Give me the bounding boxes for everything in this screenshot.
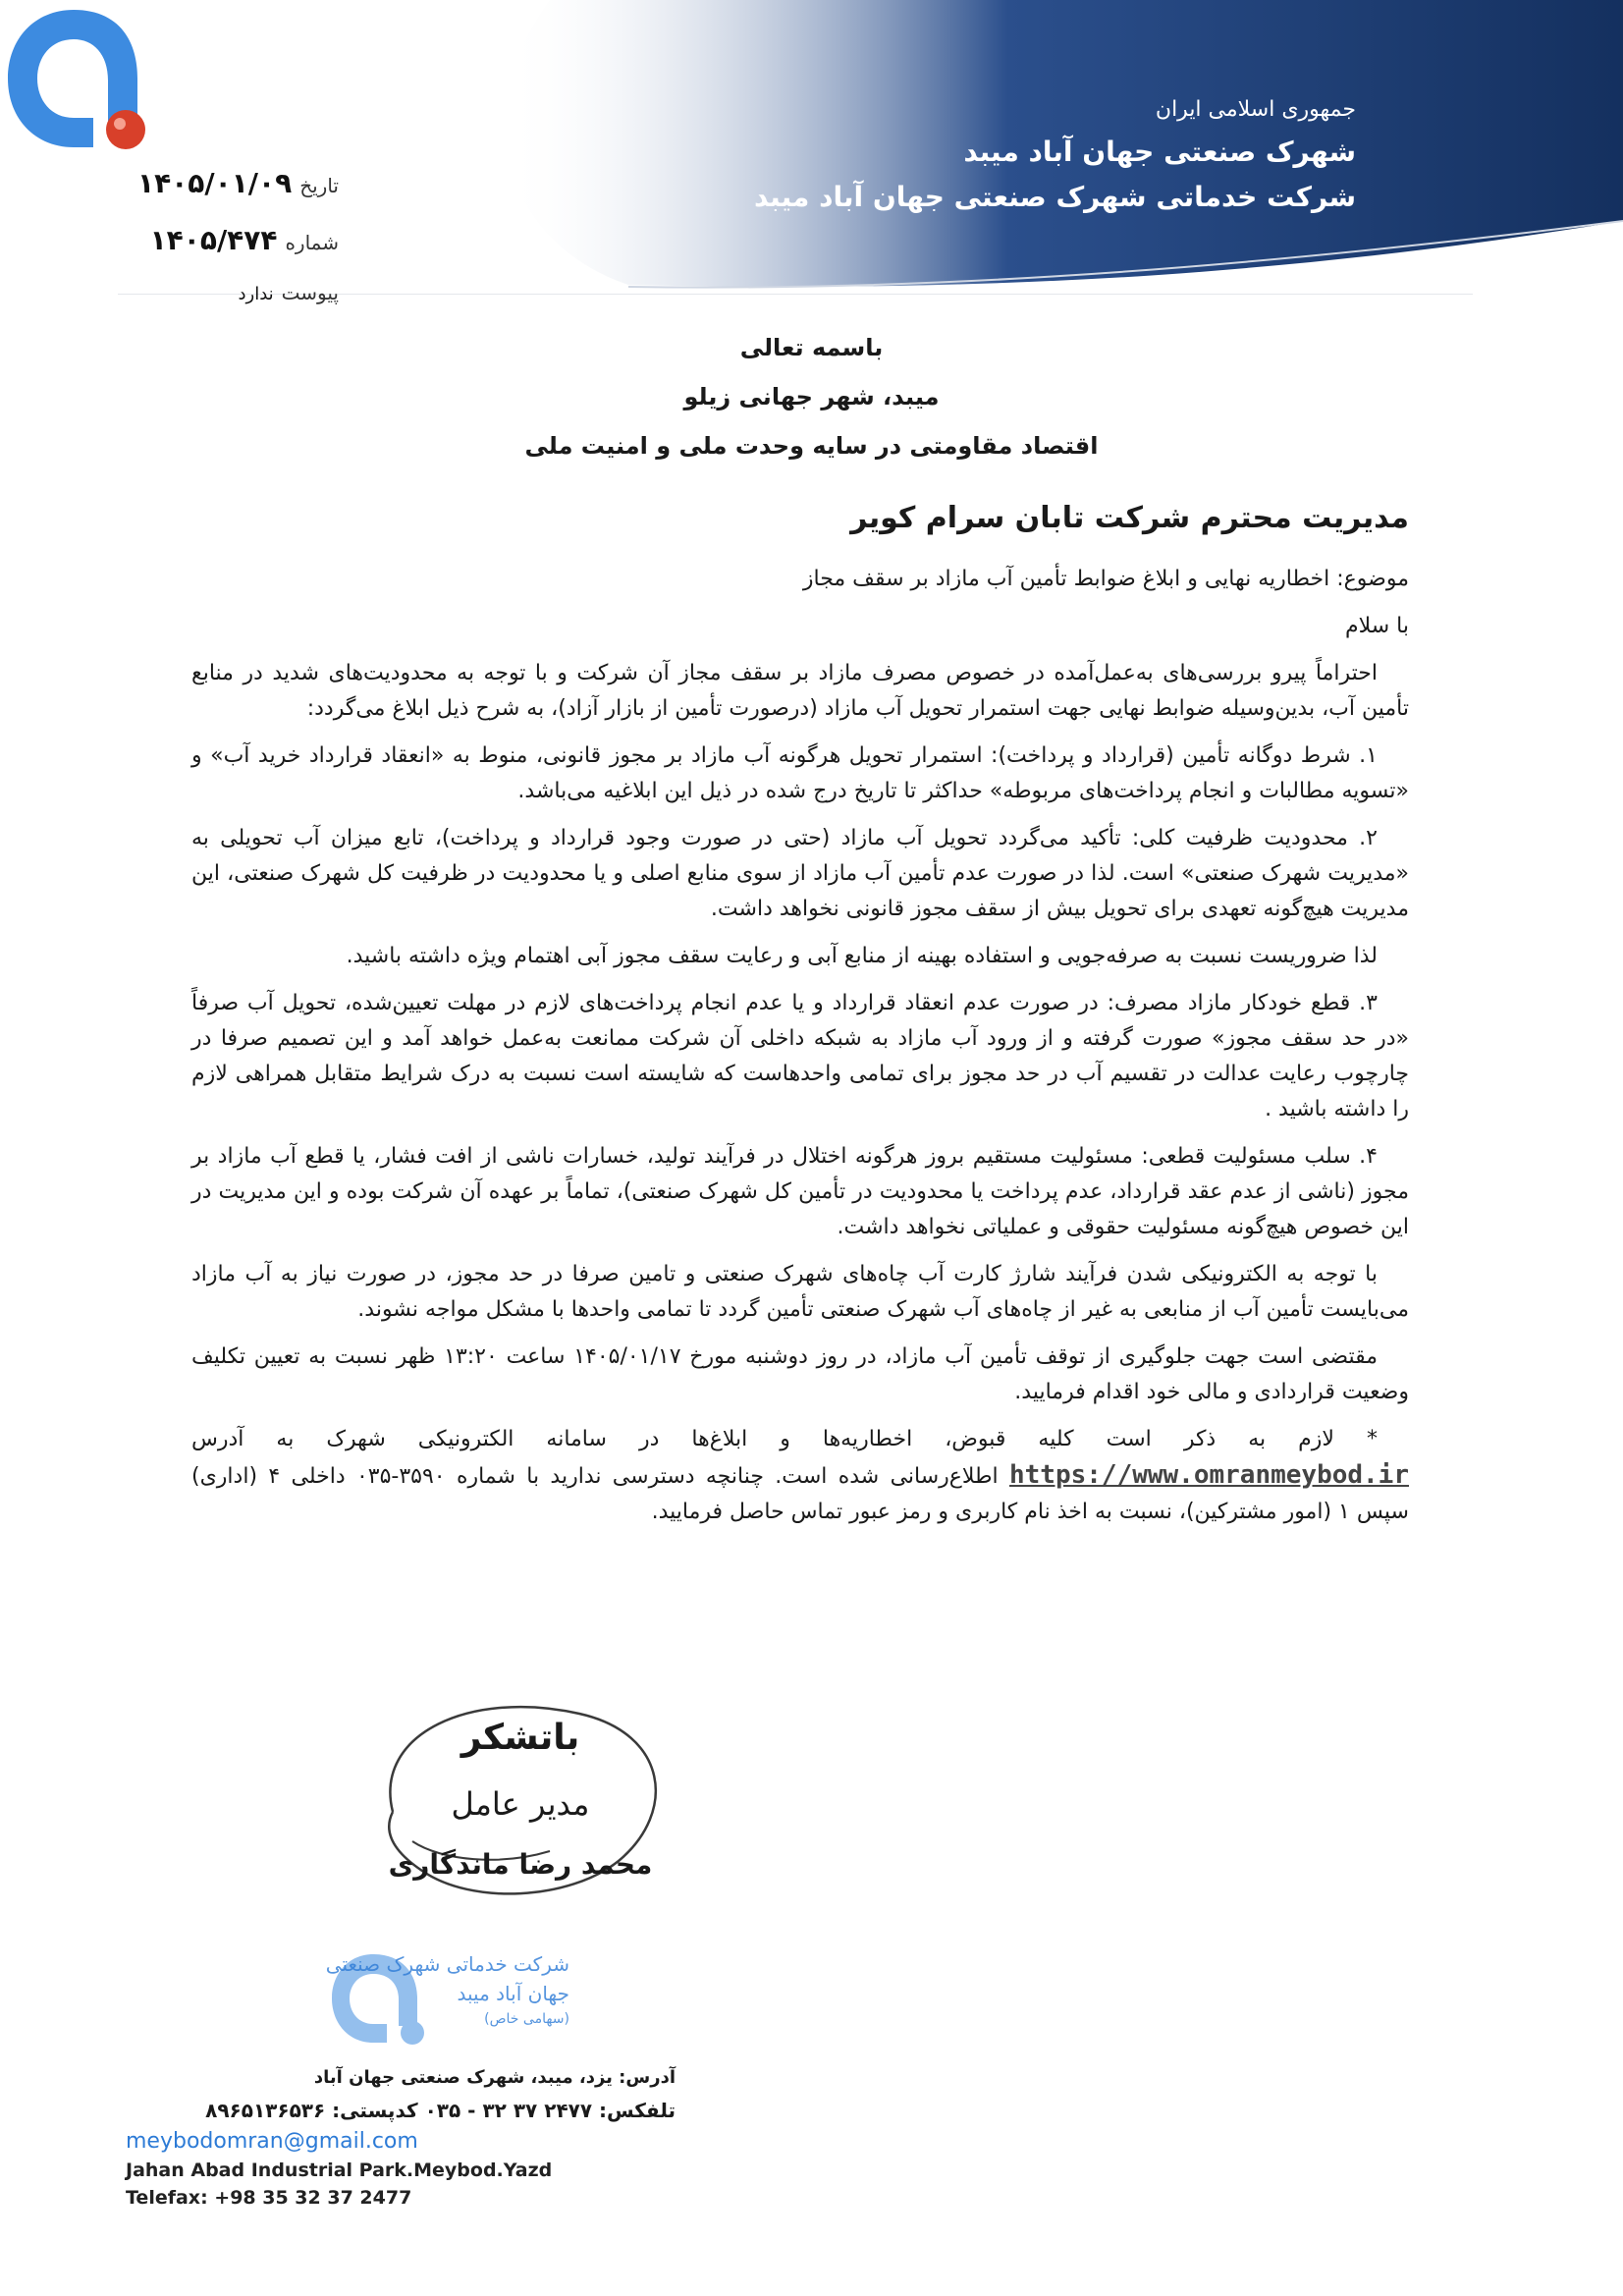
number-row bbox=[123, 224, 339, 281]
signature-block bbox=[373, 1704, 668, 1894]
date-row bbox=[123, 167, 339, 224]
greeting: با سلام bbox=[1344, 614, 1409, 638]
stamp-line-3: (سهامی خاص) bbox=[484, 2011, 569, 2027]
portal-note-end: اطلاع‌رسانی شده است. چنانچه دسترسی ندارید با شماره ۳۵۹۰-۰۳۵ داخلی ۴ (اداری) سپس ۱ (امور مشترکین)، نسبت به اخذ نام کاربری و رمز عبور تماس حاصل فرمایید. bbox=[191, 1464, 1409, 1524]
portal-note-start: * لازم به ذکر است کلیه قبوض، اخطاریه‌ها و ابلاغ‌ها در سامانه الکترونیکی شهرک به آدرس bbox=[191, 1427, 1378, 1451]
company-logo-icon bbox=[0, 0, 147, 157]
stamp-line-2: جهان آباد میبد bbox=[457, 1982, 569, 2005]
website-link[interactable]: https://www.omranmeybod.ir bbox=[1009, 1460, 1409, 1490]
company-name: شرکت خدماتی شهرک صنعتی جهان آباد میبد bbox=[753, 181, 1356, 213]
letter-body bbox=[191, 501, 1409, 1542]
letter-footer bbox=[126, 2062, 676, 2212]
footer-phone: تلفکس: ۲۴۷۷ ۳۷ ۳۲ - ۰۳۵ کدپستی: ۸۹۶۵۱۳۶۵۳۶ bbox=[205, 2099, 676, 2122]
attachment-value: ندارد bbox=[238, 284, 274, 304]
attachment-label: پیوست bbox=[281, 281, 339, 304]
country-name: جمهوری اسلامی ایران bbox=[1155, 97, 1356, 122]
date-value: ۱۴۰۵/۰۱/۰۹ bbox=[137, 167, 293, 199]
city-slogan: میبد، شهر جهانی زیلو bbox=[683, 383, 940, 410]
intro-paragraph: احتراماً پیرو بررسی‌های به‌عمل‌آمده در خصوص مصرف مازاد بر سقف مجاز آن شرکت و با توجه به محدودیت‌های شدید در منابع تأمین آب، بدین‌وسیله ضوابط نهایی جهت استمرار تحویل آب مازاد (درصورت تأمین از بازار آزاد)، به شرح ذیل ابلاغ می‌گردد: bbox=[191, 661, 1409, 721]
footer-address-en: Jahan Abad Industrial Park.Meybod.Yazd bbox=[126, 2159, 553, 2181]
deadline-paragraph: مقتضی است جهت جلوگیری از توقف تأمین آب مازاد، در روز دوشنبه مورخ ۱۴۰۵/۰۱/۱۷ ساعت ۱۳:۲۰ ظهر نسبت به تعیین تکلیف وضعیت قراردادی و مالی خود اقدام فرمایید. bbox=[191, 1344, 1409, 1404]
signatory-name: محمد رضا ماندگاری bbox=[388, 1848, 653, 1881]
footer-email[interactable]: meybodomran@gmail.com bbox=[126, 2129, 418, 2154]
recipient: مدیریت محترم شرکت تابان سرام کویر bbox=[850, 501, 1409, 535]
year-slogan: اقتصاد مقاومتی در سایه وحدت ملی و امنیت ملی bbox=[524, 432, 1099, 460]
electronic-paragraph: با توجه به الکترونیکی شدن فرآیند شارژ کارت آب چاه‌های شهرک صنعتی و تامین صرفا در حد مجوز، در صورت نیاز به آب مازاد می‌بایست تأمین آب از منابعی به غیر از چاه‌های آب شهرک صنعتی تأمین گردد تا تمامی واحدها با مشکل مواجه نشوند. bbox=[191, 1262, 1409, 1322]
footer-telefax: Telefax: +98 35 32 37 2477 bbox=[126, 2187, 412, 2209]
clause-3: ۳. قطع خودکار مازاد مصرف: در صورت عدم انعقاد قرارداد و یا عدم انجام پرداخت‌های لازم در مهلت تعیین‌شده، تحویل آب صرفاً «در حد سقف مجوز» صورت گرفته و از ورود آب مازاد به شبکه داخلی آن شرکت ممانعت به‌عمل خواهد آمد و این تصمیم صرفا در چارچوب رعایت عدالت در تقسیم آب در حد مجوز برای تمامی واحدهاست که شایسته است نسبت به درک شرایط متقابل همراهی لازم را داشته باشید . bbox=[191, 991, 1409, 1121]
clause-2: ۲. محدودیت ظرفیت کلی: تأکید می‌گردد تحویل آب مازاد (حتی در صورت وجود قرارداد و پرداخت)، تابع میزان آب تحویلی به «مدیریت شهرک صنعتی» است. لذا در صورت عدم تأمین آب مازاد از سوی منابع اصلی و یا محدودیت در ظرفیت کل شهرک صنعتی، این مدیریت هیچ‌گونه تعهدی برای تحویل بیش از سقف مجوز قانونی نخواهد داشت. bbox=[191, 826, 1409, 921]
date-label: تاریخ bbox=[299, 174, 339, 197]
invocation: باسمه تعالی bbox=[739, 334, 884, 361]
clause-2-note: لذا ضروریست نسبت به صرفه‌جویی و استفاده بهینه از منابع آبی و رعایت سقف مجوز آبی اهتمام ویژه داشته باشید. bbox=[346, 944, 1378, 968]
stamp-line-1: شرکت خدماتی شهرک صنعتی bbox=[325, 1952, 569, 1976]
subject: موضوع: اخطاریه نهایی و ابلاغ ضوابط تأمین آب مازاد بر سقف مجاز bbox=[802, 567, 1409, 591]
company-stamp-text bbox=[324, 1949, 569, 2030]
signature-thanks: باتشکر bbox=[460, 1718, 580, 1758]
signatory-title: مدیر عامل bbox=[451, 1785, 590, 1823]
park-name: شهرک صنعتی جهان آباد میبد bbox=[963, 136, 1356, 168]
footer-address: آدرس: یزد، میبد، شهرک صنعتی جهان آباد bbox=[313, 2067, 676, 2088]
number-value: ۱۴۰۵/۴۷۴ bbox=[149, 224, 278, 256]
letterhead-text bbox=[754, 90, 1356, 220]
letter-metadata bbox=[123, 167, 339, 338]
portal-note bbox=[191, 1422, 1409, 1530]
clause-1: ۱. شرط دوگانه تأمین (قرارداد و پرداخت): استمرار تحویل هرگونه آب مازاد بر مجوز قانونی، منوط به «انعقاد قرارداد خرید آب» و «تسویه مطالبات و انجام پرداخت‌های مربوطه» حداکثر تا تاریخ درج شده در ذیل این ابلاغیه می‌باشد. bbox=[191, 743, 1409, 803]
number-label: شماره bbox=[285, 231, 339, 254]
attachment-row bbox=[123, 281, 339, 338]
clause-4: ۴. سلب مسئولیت قطعی: مسئولیت مستقیم بروز هرگونه اختلال در فرآیند تولید، خسارات ناشی از افت فشار، یا قطع آب مازاد بر مجوز (ناشی از عدم عقد قرارداد، عدم پرداخت یا محدودیت در تأمین کل شهرک صنعتی)، تماماً بر عهده آن شرکت بوده و این مدیریت در این خصوص هیچ‌گونه مسئولیت حقوقی و عملیاتی نخواهد داشت. bbox=[191, 1144, 1409, 1239]
